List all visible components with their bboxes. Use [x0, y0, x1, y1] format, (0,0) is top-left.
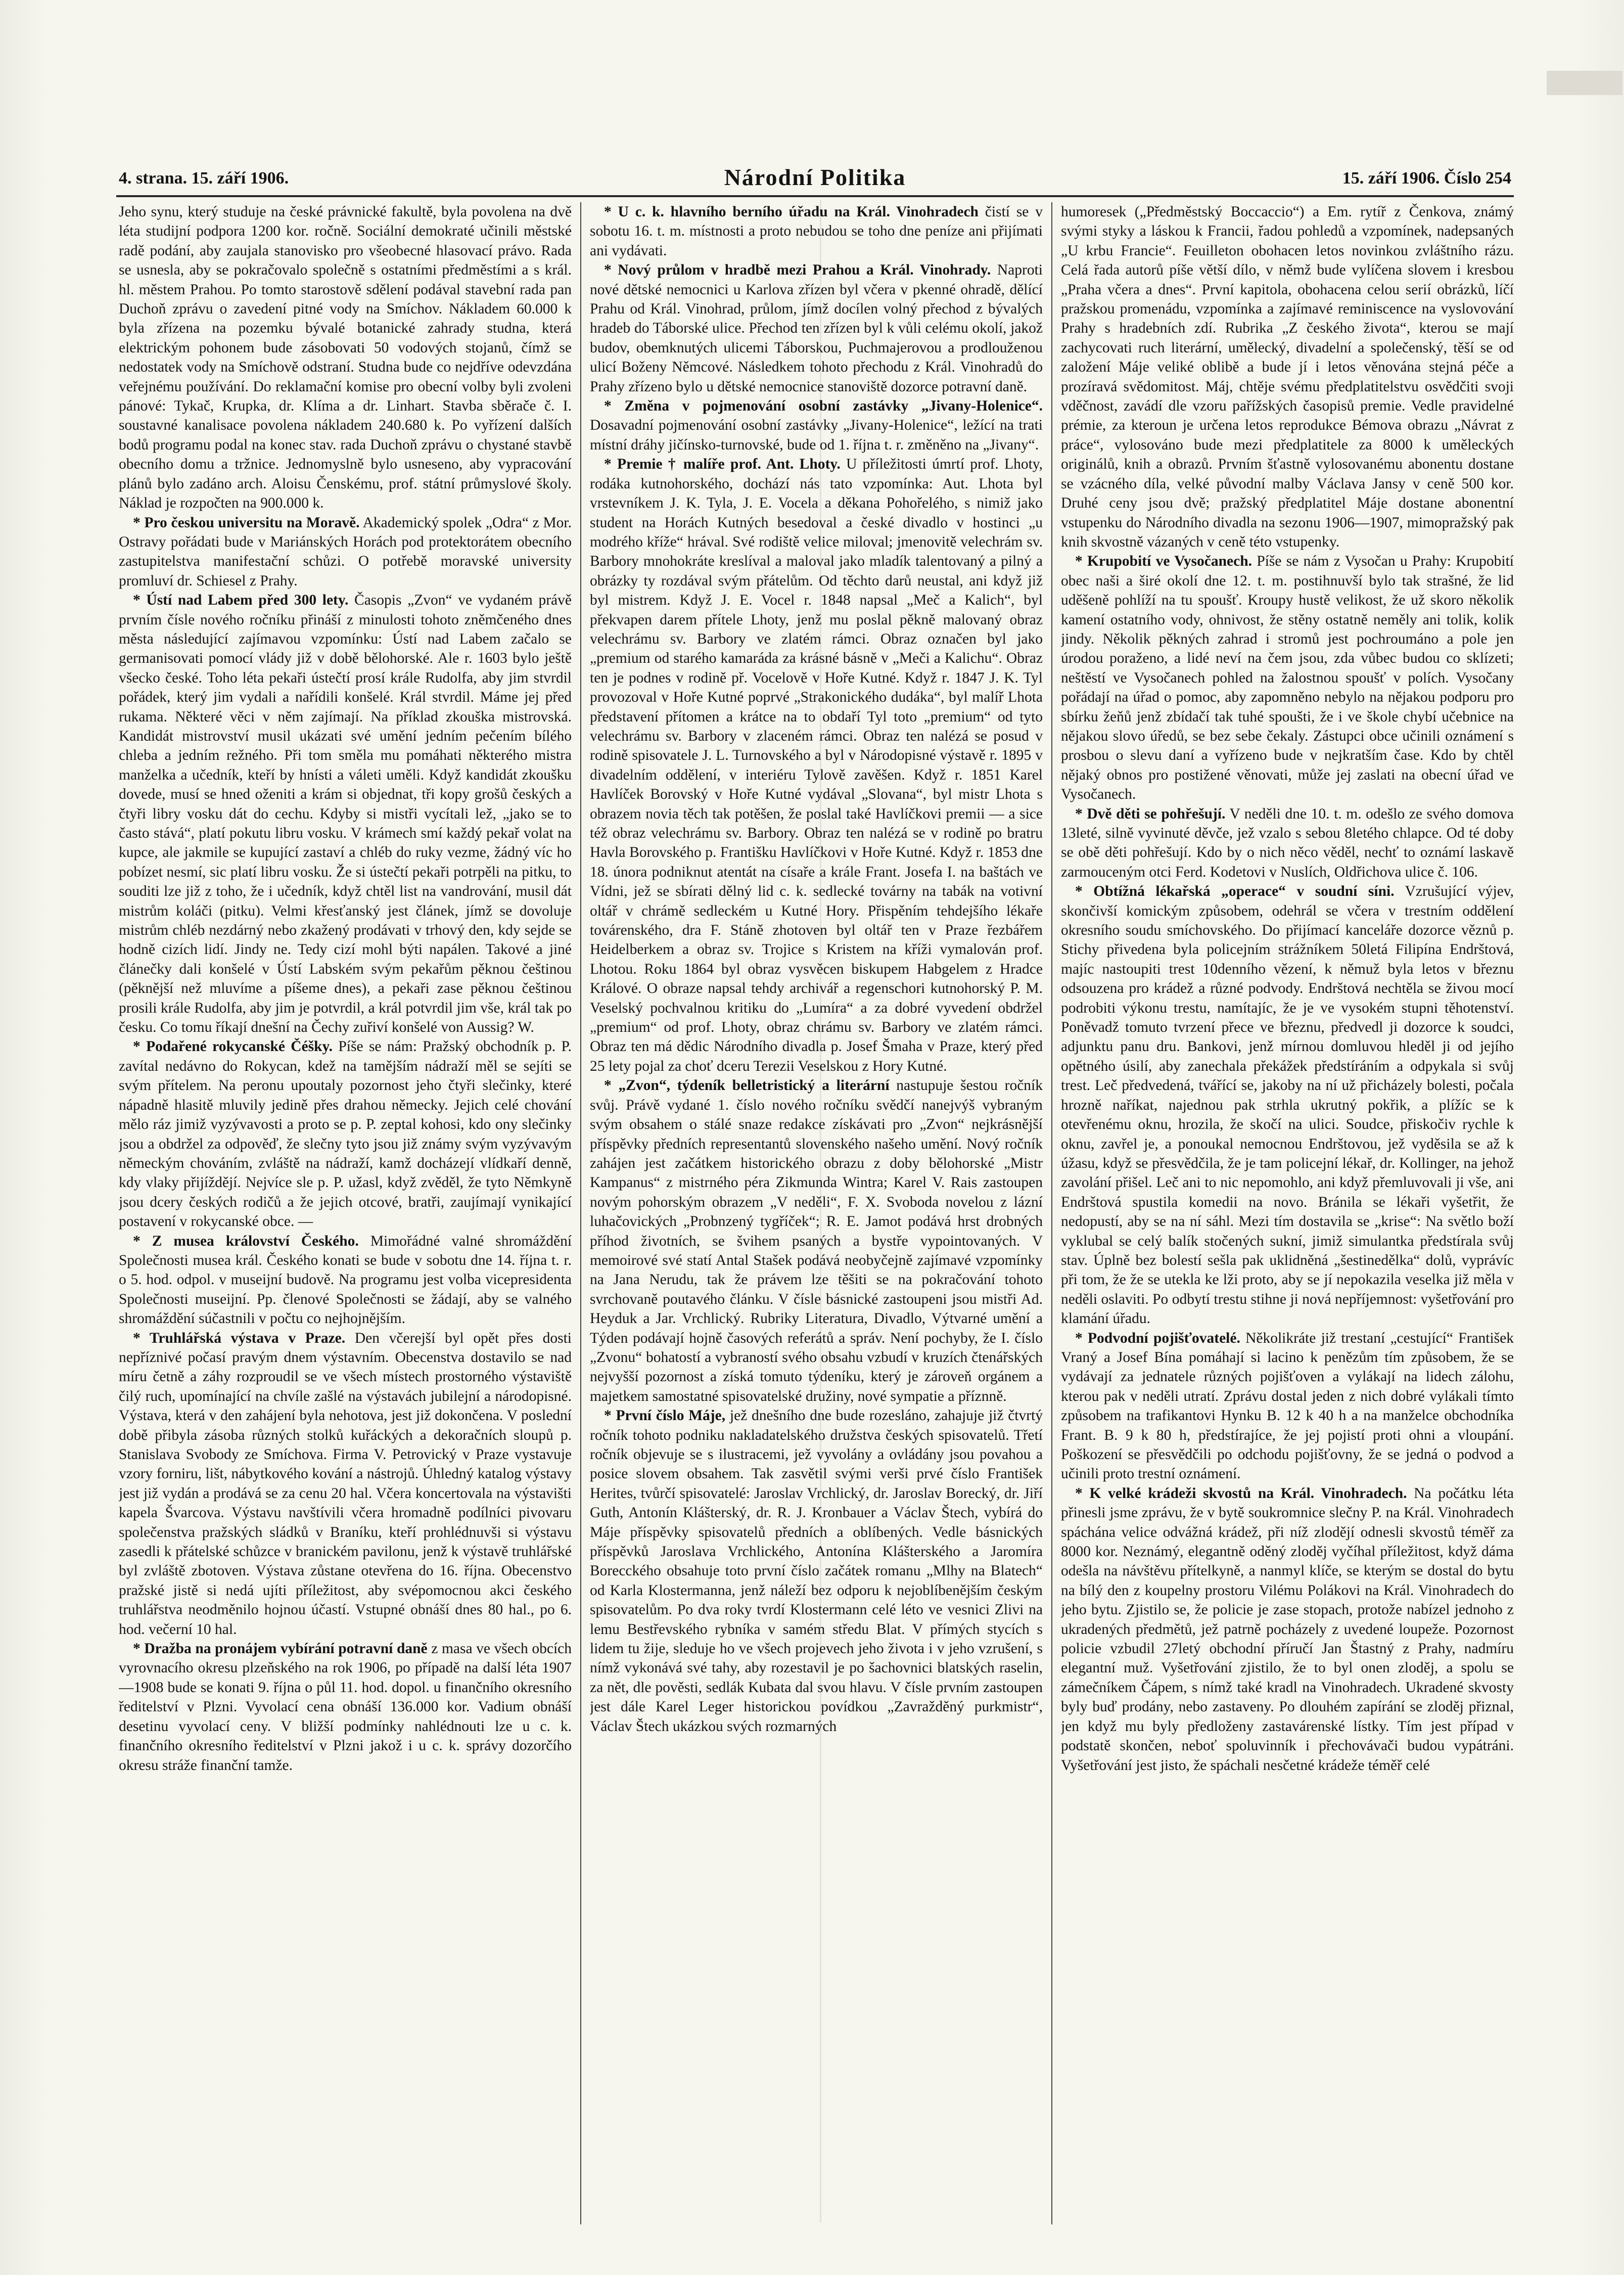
article-headline: * U c. k. hlavního berního úřadu na Král. Vinohradech	[604, 204, 979, 220]
article-paragraph	[590, 1076, 1043, 1406]
columns	[119, 202, 1514, 2224]
article-headline: * První číslo Máje,	[604, 1407, 726, 1424]
article-text: Několikráte již trestaní „cestující“ František Vraný a Josef Bína pomáhají si lacino k penězům tím způsobem, že se vydávají za jednatele různých pojišťoven a vylákají na lidech zálohu, kterou pak v neděli utratí. Zprávu dostal jeden z nich dobré vylákali tímto způsobem na trafikantovi Hynku B. 12 k 40 h a na manželce obchodníka Frant. B. 9 k 80 h, předstírajíce, že jej pojistí proti ohni a vloupání. Poškození se přesvědčili po odchodu pojišťovny, že se jedná o podvod a učinili proto trestní oznámení.	[1061, 1330, 1514, 1482]
article-paragraph	[119, 1232, 572, 1329]
article-headline: * „Zvon“, týdeník belletristický a literární	[604, 1077, 890, 1094]
article-text: jež dnešního dne bude rozesláno, zahajuje již čtvrtý ročník tohoto podniku nakladatelského družstva českých spisovatelů. Třetí ročník objevuje se s ilustracemi, jež vyvolány a ovládány jsou povahou a posice slovem obsahem. Tak zasvětil svými verši prvé číslo František Herites, tvůrčí spisovatelé: Jaroslav Vrchlický, dr. Jaroslav Borecký, dr. Jiří Guth, Antonín Klášterský, dr. R. J. Kronbauer a Václav Štech, vybírá do Máje příspěvky spisovatelů předních a oblíbených. Vedle básnických příspěvků Jaroslava Vrchlického, Antonína Klášterského a Jaromíra Borecckého obsahuje toto první číslo začátek romanu „Mlhy na Blatech“ od Karla Klostermanna, jenž náleží bez odporu k nejoblíbenějším českým spisovatelům. Po dva roky tvrdí Klostermann celé léto ve vesnici Zlivi na lemu Bestřevského rybníka v samém středu Blat. V přímých stycích s lidem tu žije, sleduje ho ve všech projevech jeho života i v jeho vzrušení, s nímž vykonává své tahy, aby rozestavil je po šachovnici blatských raselin, za nět, dle pověsti, sedlák Kubata dal svou hlavu. V čísle prvním zastoupen jest dále Karel Leger historickou povídkou „Zavražděný purkmistr“, Václav Štech ukázkou svých rozmarných	[590, 1407, 1043, 1735]
article-paragraph	[590, 202, 1043, 260]
article-text: nastupuje šestou ročník svůj. Právě vydané 1. číslo nového ročníku svědčí nanejvýš vybraným svým obsahem o stálé snaze redakce získávati pro „Zvon“ nejkrásnější příspěvky předních representantů slovenského našeho umění. Nový ročník zahájen jest začátkem historického obrazu z doby bělohorské „Mistr Kampanus“ z mistrného péra Zikmunda Wintra; Karel V. Rais zastoupen novým pohorským obrazem „V neděli“, F. X. Svoboda novelou z lázní luhačovických „Probnzený tygříček“; R. E. Jamot podává hrst drobných příhod životních, se švihem psaných a bystře vypointovaných. V memoirové své statí Antal Stašek podává neobyčejně zajímavé vzpomínky na Jana Nerudu, tak že právem lze těšiti se na pokračování tohoto svrchovaně poutavého článku. V čísle básnické zastoupeni jsou mistři Ad. Heyduk a Jar. Vrchlický. Rubriky Literatura, Divadlo, Výtvarné umění a Týden podávají hojně časových referátů a správ. Není pochyby, že I. číslo „Zvonu“ bohatostí a vybraností svého obsahu vzbudí v kruzích čtenářských nejvyšší pozornost a získá tomuto týdeníku, který je zároveň orgánem a majetkem samostatné spisovatelské družiny, nové sympatie a příznně.	[590, 1077, 1043, 1404]
page-header	[109, 163, 1521, 193]
article-text: Na počátku léta přinesli jsme zprávu, že v bytě soukromnice slečny P. na Král. Vinohradech spáchána velice odvážná krádež, při níž zlodějí odnesli skvostů téměř za 8000 kor. Neznámý, elegantně oděný zloděj vyčíhal příležitost, když dáma odešla na návštěvu přítelkyně, a nanmyl klíče, se kterým se dostal do bytu na bílý den z koupelny prostoru Vilému Polákovi na Král. Vinohradech do jeho bytu. Zjistilo se, že policie je zase stopach, protože nabízel jednoho z ukradených předmětů, jež patrně pocházely z uvedené loupeže. Pozornost policie vzbudil 27letý obchodní příručí Jan Štastný z Prahy, nadmíru elegantní muž. Vyšetřování zjistilo, že to byl onen zloděj, a spolu se zámečníkem Čápem, s nímž také kradl na Vinohradech. Ukradené skvosty byly buď prodány, nebo zastaveny. Po dlouhém zapírání se zloděj přiznal, jen když mu byly předloženy zastavárenské lístky. Tím jest případ v podstatě skončen, neboť spoluvinník i přechovávači budou vypátráni. Vyšetřování jest jisto, že spáchali nesčetné krádeže téměř celé	[1061, 1485, 1514, 1773]
article-text: Časopis „Zvon“ ve vydaném právě prvním čísle nového ročníku přináší z minulosti tohoto zněmčeného dnes města následující zajímavou vzpomínku: Ústí nad Labem začalo se germanisovati pomocí vlády již v době bělohorské. Ale r. 1603 bylo ještě všecko české. Toho léta pekaři ústečtí prosí krále Rudolfa, aby jim stvrdil pořádek, který jim vydali a nařídili konšelé. Král stvrdil. Máme jej před rukama. Některé věci v něm zajímají. Na příklad zkouška mistrovská. Kandidát mistrovství musil ukázati své umění jedním pečením bílého chleba a jedním režného. Při tom směla mu pomáhati některého mistra manželka a učedník, kteří by hnísti a váleti uměli. Když kandidát zkoušku dovede, musí se hned oženiti a krám si objednat, tři kopy grošů českých a čtyři libry vosku dát do cechu. Kdyby si mistři vycítali lež, „jako se to často stává“, platí pokutu libru vosku. V krámech smí každý pekař volat na kupce, ale jakmile se kupující zastaví a chléb do ruky vezme, žádný víc ho pobízet nesmí, sic platí libru vosku. Že si ústečtí pekaři potrpěli na pitku, to souditi lze již z toho, že i učedník, když chtěl list na vandrování, musil dát mistrům koláči (pitku). Velmi křesťanský jest článek, jímž se dovoluje mistrům chléb nezdárný nebo zkažený prodávati v trhový den, kdy sejde se hodně cizích lidí. Jindy ne. Tedy cizí mohl býti napálen. Takové a jiné článečky dali konšelé v Ústí Labském svým pekařům pěknou češtinou (pěknější než mluvíme a píšeme dnes), a pekaři zase pěknou češtinou prosili krále Rudolfa, aby jim je potvrdil, a král potvrdil jim vše, král tak po česku. Co tomu říkají dnešní na Čechy zuřiví konšelé von Aussig? W.	[119, 592, 572, 1036]
article-text: Akademický spolek „Odra“ z Mor. Ostravy pořádati bude v Mariánských Horách pod protektorátem obecního zastupitelstva manifestační schůzi. O potřebě moravské university promluví dr. Schiesel z Prahy.	[119, 514, 572, 589]
article-paragraph	[590, 260, 1043, 396]
article-headline: * Změna v pojmenování osobní zastávky „Jivany-Holenice“.	[604, 398, 1043, 415]
article-paragraph	[1061, 202, 1514, 552]
article-text: Vzrušující výjev, skončivší komickým způsobem, odehrál se včera v trestním oddělení okresního soudu smíchovského. Do přijímací kanceláře dozorce věznů p. Stichy přivedena byla policejním strážníkem 50letá Filipína Endrštová, majíc nastoupiti trest 10denního vězení, k němuž byla letos v březnu odsouzena pro krádež a různé podvody. Endrštová nechtěla se živou mocí podrobiti výkonu trestu, namítajíc, že je ve vysokém stupni těhotenství. Poněvadž tomuto tvrzení přece ve březnu, předvedl ji dozorce k soudci, adjunktu panu dru. Bankovi, jenž mírnou domluvou hleděl ji od jejího opětného úsilí, aby zanechala překážek předstíráním a odpykala si svůj trest. Leč předvedená, tvářící se, jakoby na ní už přicházely bolesti, počala hrozně naříkat, najednou pak strhla ukrutný pokřik, a plížíc se k otevřenému oknu, hrozila, že skočí na ulici. Soudce, přiskočiv rychle k oknu, zavřel je, a ponoukal nemocnou Endrštovou, jež vyděsila se až k úžasu, když se přesvědčila, že je tam policejní lékař, dr. Kollinger, na jehož zavolání přišel. Leč ani to nic nepomohlo, ani když přemluvovali ji vše, ani Endrštová spustila komedii na novo. Bránila se lékaři vyšetřit, že nedopustí, aby se na ní sáhl. Mezi tím dostavila se „krise“: Na světlo boží vyklubal se celý balík stočených sukní, jimiž simulantka předstírala svůj stav. Úplně bez bolestí sešla pak uklidněná „šestinedělka“ dolů, vyprávíc při tom, že že se utekla ke lži proto, aby se jí nepokazila veselka již měla v neděli oslaviti. Po odbytí trestu stihne ji nová nepříjemnost: vyšetřování pro klamání úřadu.	[1061, 883, 1514, 1327]
header-rule	[116, 195, 1514, 197]
article-headline: * Truhlářská výstava v Praze.	[133, 1330, 346, 1346]
article-text: Jeho synu, který studuje na české právnické fakultě, byla povolena na dvě léta studijní podpora 1200 kor. ročně. Sociální demokraté učinili městské radě podání, aby zaujala stanovisko pro všeobecné hlasovací právo. Rada se usnesla, aby se pokračovalo společně s ostatními předměstími a s král. hl. městem Prahou. Po tomto starostově sdělení podával stavební rada pan Duchoň zprávu o zavedení pitné vody na Smíchov. Nákladem 60.000 k byla zřízena na pozemku bývalé botanické zahrady studna, která elektrickým pohonem bude zásobovati 50 vodových stojanů, čímž se nedostatek vody na Smíchově odstraní. Studna bude co nejdříve odevzdána veřejnému používání. Do reklamační komise pro obecní volby byli zvoleni pánové: Tykač, Krupka, dr. Klíma a dr. Linhart. Stavba sběrače č. I. soustavné kanalisace povolena nákladem 240.680 k. Po vyřízení dalších bodů programu podal na konec stav. rada Duchoň zprávu o chystané stavbě obecního domu a tržnice. Jednomyslně bylo usneseno, aby vypracování plánů bylo zadáno arch. Aloisu Čenskému, prof. státní průmyslové školy. Náklad je rozpočten na 900.000 k.	[119, 204, 572, 512]
column-1	[119, 202, 572, 2224]
article-headline: * Dražba na pronájem vybírání potravní daně	[133, 1641, 428, 1657]
article-paragraph	[1061, 1484, 1514, 1775]
article-headline: * Podvodní pojišťovatelé.	[1075, 1330, 1240, 1346]
scan-marker	[1547, 71, 1622, 95]
article-paragraph	[119, 1329, 572, 1640]
article-paragraph	[119, 1037, 572, 1231]
header-right: 15. září 1906. Číslo 254	[1342, 169, 1511, 188]
article-text: U příležitosti úmrtí prof. Lhoty, rodáka kutnohorského, dochází nás tato vzpomínka: Aut. Lhota byl vrstevníkem J. K. Tyla, J. E. Vocela a děkana Pohořelého, s nimiž jako student na Horách Kutných besedoval a české divadlo v hostinci „u modrého kříže“ hrával. Své rodiště velice miloval; jmenovitě velechrám sv. Barbory mnohokráte kreslíval a maloval jako mladík talentovaný a pilný a obrázky ty rozdával svým přátelům. Od těchto darů neustal, ani když již byl mistrem. Když J. E. Vocel r. 1848 napsal „Meč a Kalich“, byl překvapen darem přítele Lhoty, jenž mu poslal pěkně malovaný obraz velechrámu sv. Barbory ve zlatém rámci. Obraz označen byl jako „premium od starého kamaráda za krásné básně v „Meči a Kalichu“. Obraz ten je podnes v rodině př. Vocelově v Hoře Kutné. Když r. 1847 J. K. Tyl provozoval v Hoře Kutné poprvé „Strakonického dudáka“, byl malíř Lhota představení přítomen a krátce na to obdaří Tyl toto „premium“ od tyto velechrámu sv. Barbory v zlaceném rámci. Obraz ten nalézá se posud v rodině spisovatele J. L. Turnovského a byl v Národopisné výstavě r. 1895 v divadelním oddělení, v interiéru Tylově zavěšen. Když r. 1851 Karel Havlíček Borovský v Hoře Kutné vydával „Slovana“, byl mistr Lhota s obrazem novia těch tak potěšen, že poslal také Havlíčkovi premii — a sice též obraz velechrámu sv. Barbory. Obraz ten nalézá se v rodině po bratru Havla Borovského p. Františku Havlíčkovi v Hoře Kutné. Když r. 1853 dne 18. února podniknut atentát na císaře a krále Frant. Josefa I. na baštách ve Vídni, jež se sbírati dělný lid c. k. sedlecké továrny na tabák na votivní oltář v chrámě sedleckém u Kutné Hory. Přispěním tehdejšího lékaře továrenského, dra F. Stáně zhotoven byl oltář ten v Praze řezbářem Heidelberkem a obraz sv. Trojice s Kristem na kříži vymalován prof. Lhotou. Roku 1864 byl obraz vysvěcen biskupem Habgelem z Hradce Králové. O obraze napsal tehdy archivář a regenschori kutnohorský P. M. Veselský pochvalnou kritiku do „Lumíra“ a za dobré vyvedení obdržel „premium“ od prof. Lhoty, obraz chrámu sv. Barbory ve zlatém rámci. Obraz ten má dědic Národního divadla p. Josef Šmaha v Praze, který před 25 lety pojal za choť dceru Terezii Veselskou z Hory Kutné.	[590, 456, 1043, 1074]
article-paragraph	[1061, 882, 1514, 1328]
article-headline: * Dvě děti se pohřešují.	[1075, 805, 1226, 822]
article-paragraph	[119, 513, 572, 591]
newspaper-sheet	[109, 163, 1521, 2231]
article-paragraph	[119, 202, 572, 513]
article-headline: * Obtížná lékařská „operace“ v soudní síni.	[1075, 883, 1395, 900]
article-headline: * Nový průlom v hradbě mezi Prahou a Král. Vinohrady.	[604, 262, 991, 279]
article-paragraph	[119, 1639, 572, 1775]
article-paragraph	[590, 396, 1043, 454]
article-text: Píše se nám: Pražský obchodník p. P. zavítal nedávno do Rokycan, kdež na tamějším nádraží měl se sejíti se svým přítelem. Na peronu upoutaly pozornost jeho čtyři slečinky, které nápadně hlasitě mluvily jedině přes drahou německy. Jejich celé chování mělo ráz jimiž vyzývavosti a proto se p. P. zeptal kohosi, kdo ony slečinky jsou a obdržel za odpověď, že slečny tyto jsou již známy svým vyzývavým německým chováním, zvláště na nádraží, kamž docházejí vlídkaří denně, kdy vlaky přijíždějí. Nejvíce sle p. P. užasl, když zvěděl, že tyto Němkyně jsou dcery českých rodičů a že jejich otcové, bratři, zaujímají vynikající postavení v rokycanské obce. —	[119, 1038, 572, 1230]
header-left: 4. strana. 15. září 1906.	[119, 169, 289, 188]
article-paragraph	[1061, 804, 1514, 882]
article-paragraph	[590, 454, 1043, 1076]
article-text: humoresek („Předměstský Boccaccio“) a Em. rytíř z Čenkova, známý svými styky a láskou k Francii, řadou pohledů a vzpomínek, nadepsaných „U krbu Francie“. Feuilleton obohacen letos novinkou zvláštního rázu. Celá řada autorů píše větší dílo, v němž bude vylíčena slovem i kresbou „Praha včera a dnes“. První kapitola, obohacena celou serií obrázků, líčí pražskou promenádu, vzpomínka a zajímavé reminiscence na vyslovování Prahy s hradebních zdí. Rubrika „Z českého života“, kterou se mají zachycovati ruch literární, umělecký, divadelní a společenský, těší se od založení Máje veliké oblibě a bude jí i letos věnována stejná péče a prozíravá svědomitost. Máj, chtěje svému předplatitelstvu osvědčiti svoji vděčnost, zavádí dle vzoru pařížských časopisů premie. Vedle pravidelné prémie, za kteroun je určena letos reprodukce Bémova obrazu „Návrat z práce“, vylosováno bude mezi předplatitele za 8000 k uměleckých originálů, knih a obrazů. Prvním šťastně vylosovanému abonentu dostane se vzácného díla, velké původní malby Václava Jansy v ceně 500 kor. Druhé ceny jsou dvě; pražský předplatitel Máje dostane abonentní vstupenku do Národního divadla na sezonu 1906—1907, mimopražský pak knih skvostně vázaných v ceně této vstupenky.	[1061, 204, 1514, 550]
article-text: Den včerejší byl opět přes dosti nepříznivé počasí pravým dnem výstavním. Obecenstva dostavilo se nad míru četně a záhy rozproudil se ve všech místech prostorného výstaviště čilý ruch, upomínající na chvíle zašlé na výstavách jubilejní a národopisné. Výstava, která v den zahájení byla nehotova, jest již dokončena. V poslední době přibyla zásoba různých stolků kuřáckých a dekoračních sloupů p. Stanislava Svobody ze Smíchova. Firma V. Petrovický v Praze vystavuje vzory forniru, lišt, nábytkového kování a nástrojů. Úhledný katalog výstavy jest již vydán a prodává se za cenu 20 hal. Včera koncertovala na výstavišti kapela Švarcova. Výstavu navštívili včera hromadně podílníci pivovaru společenstva pražských sládků v Braníku, kteří prohlédnuvši si výstavu zasedli k přátelské schůzce v branickém pavilonu, jenž k výstavě truhlářské byl zvláště zbotoven. Výstava zůstane otevřena do 16. října. Obecenstvo pražské jistě si nedá ujíti příležitost, aby svépomocnou akci českého truhlářstva neodměnilo hojnou účastí. Vstupné obnáší dnes 80 hal., po 6. hod. večerní 10 hal.	[119, 1330, 572, 1637]
column-divider	[580, 202, 581, 2224]
article-paragraph	[119, 590, 572, 1037]
article-headline: * Z musea království Českého.	[133, 1233, 359, 1249]
article-headline: * Krupobití ve Vysočanech.	[1075, 553, 1252, 570]
article-text: z masa ve všech obcích vyrovnacího okresu plzeňského na rok 1906, po případě na další léta 1907—1908 bude se konati 9. října o půl 11. hod. dopol. u finančního okresního ředitelství v Plzni. Vyvolací cena obnáší 136.000 kor. Vadium obnáší desetinu vyvolací ceny. V bližší podmínky nahlédnouti lze u c. k. finančního okresního ředitelství v Plzni jakož i u c. k. správy dozorčího okresu stráže finanční tamže.	[119, 1641, 572, 1773]
column-3	[1061, 202, 1514, 2224]
article-text: V neděli dne 10. t. m. odešlo ze svého domova 13leté, silně vyvinuté děvče, jež vzalo s sebou 8letého chlapce. Od té doby se obě děti pohřešují. Kdo by o nich něco věděl, nechť to oznámí laskavě zarmouceným otci Ferd. Kodetovi v Nuslích, Oldřichova ulice č. 106.	[1061, 805, 1514, 880]
column-divider	[1051, 202, 1052, 2224]
article-text: čistí se v sobotu 16. t. m. místnosti a proto nebudou se toho dne peníze ani přijímati ani vydávati.	[590, 204, 1043, 259]
article-paragraph	[590, 1406, 1043, 1736]
article-paragraph	[1061, 1329, 1514, 1484]
masthead-title: Národní Politika	[724, 164, 906, 190]
article-headline: * Premie † malíře prof. Ant. Lhoty.	[604, 456, 841, 473]
article-text: Naproti nové dětské nemocnici u Karlova zřízen byl včera v pkenné ohradě, dělící Prahu od Král. Vinohrad, průlom, jímž docílen volný přechod z bývalých hradeb do Táborské ulice. Přechod ten zřízen byl k vůli celému okolí, jakož budov, obemknutých ulicemi Táborskou, Puchmajerovou a prodlouženou ulicí Boženy Němcové. Následkem tohoto přechodu z Král. Vinohradů do Prahy zřízeno bylo u dětské nemocnice stanoviště dozorce potravní daně.	[590, 262, 1043, 395]
article-text: Píše se nám z Vysočan u Prahy: Krupobití obec naši a širé okolí dne 12. t. m. postihnuvší bylo tak strašné, že lid uděšeně pohlíží na tu spoušť. Kroupy hustě velikost, že už skoro několik kamení ostatního vody, ohnivost, že stěny ostatně neměly ani tolik, kolik jindy. Několik pěkných zahrad i stromů jest pochroumáno a pole jen úrodou poraženo, a lidé neví na čem jsou, zda vůbec budou co sklízeti; neštěstí ve Vysočanech pohled na žalostnou spoušť v polích. Vysočany pořádají na úřad o pomoc, aby zapomněno nebylo na nějakou podporu pro sbírku žeňů jenž zbídačí tak tuhé spoušti, že i ve škole chybí učebnice na nějakou slovo úředů, se bez sebe čekaly. Zástupci obce učinili oznámení s prosbou o slevu daní a vyřízeno bude v nejkratším čase. Kdo by chtěl nějaký obnos pro postižené věnovati, může jej zaslati na obecní úřad ve Vysočanech.	[1061, 553, 1514, 803]
article-text: Mimořádné valné shromáždění Společnosti musea král. Českého konati se bude v sobotu dne 14. října t. r. o 5. hod. odpol. v museijní budově. Na programu jest volba vicepresidenta Společnosti museijní. Pp. členové Společnosti se žádají, aby se valného shromáždění súčastnili v počtu co nejhojnějším.	[119, 1233, 572, 1327]
article-paragraph	[1061, 552, 1514, 804]
article-text: Dosavadní pojmenování osobní zastávky „Jivany-Holenice“, ležící na trati místní dráhy jičínsko-turnovské, bude od 1. října t. r. změněno na „Jivany“.	[590, 417, 1043, 453]
column-2	[590, 202, 1043, 2224]
article-headline: * Pro českou universitu na Moravě.	[133, 514, 360, 531]
article-headline: * Podařené rokycanské Čéšky.	[133, 1038, 333, 1055]
article-headline: * K velké krádeži skvostů na Král. Vinohradech.	[1075, 1485, 1407, 1502]
article-headline: * Ústí nad Labem před 300 lety.	[133, 592, 349, 609]
